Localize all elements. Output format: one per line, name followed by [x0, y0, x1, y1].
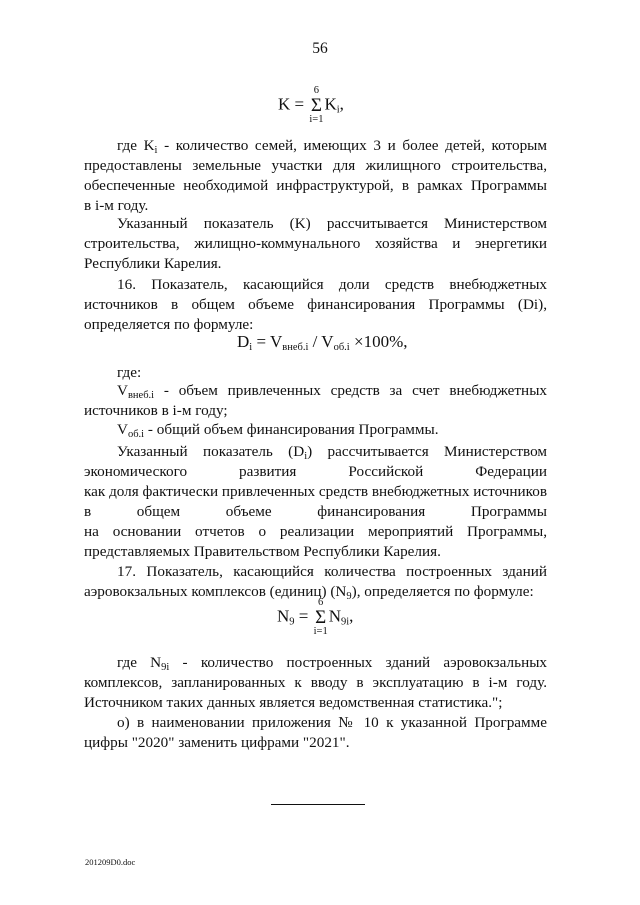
def-v-vneb-cont: источников в i-м году;	[84, 402, 228, 419]
item16-line2: источников в общем объеме финансирования Программы (Di),	[84, 296, 547, 313]
item-o-line2: цифры "2020" заменить цифрами "2021".	[84, 734, 350, 751]
closing-rule	[271, 804, 365, 805]
para2-line3: Республики Карелия.	[84, 255, 222, 272]
sigma-glyph: Σ	[310, 94, 322, 116]
para4-line3: Источником таких данных является ведомственная статистика.";	[84, 694, 503, 711]
item16-line1: 16. Показатель, касающийся доли средств внебюджетных	[117, 276, 547, 293]
page-number: 56	[312, 40, 328, 57]
para3-line1: Указанный показатель $(D_i)$ рассчитывается Министерством	[117, 443, 547, 462]
footer-filename: 201209D0.doc	[85, 857, 136, 867]
para3-line6: представляемых Правительством Республики Карелия.	[84, 543, 441, 560]
item16-line3: определяется по формуле:	[84, 316, 254, 333]
para3-line2: экономического развития Российской Федерации	[84, 463, 547, 480]
formula-k-sum: K = 6 Σ i=1 $K_i$,	[278, 85, 344, 125]
item-o-line1: о) в наименовании приложения № 10 к указанной Программе	[117, 714, 547, 731]
formula-n9-sum: $N_9$ = 6 Σ i=1 $N_{9i}$,	[277, 597, 354, 637]
def-v-ob: $V_{об.i}$ - общий объем финансирования Программы.	[117, 421, 439, 440]
para4-line2: комплексов, запланированных к вводу в эксплуатацию в i-м году.	[84, 674, 547, 691]
para1-line1: где $K_i$ - количество семей, имеющих 3 и более детей, которым	[117, 137, 547, 156]
para4-line1: где $N_{9i}$ - количество построенных зданий аэровокзальных	[117, 654, 547, 673]
sum-symbol: 6 Σ i=1	[313, 597, 328, 637]
para2-line1: Указанный показатель (K) рассчитывается Министерством	[117, 215, 547, 232]
sum-symbol: 6 Σ i=1	[309, 85, 324, 125]
para1-line3: обеспеченные необходимой инфраструктурой, в рамках Программы	[84, 177, 547, 194]
para3-line3: как доля фактически привлеченных средств внебюджетных источников	[84, 483, 547, 500]
para3-line4: в общем объеме финансирования Программы	[84, 503, 547, 520]
where-label: где:	[117, 364, 142, 381]
para1-line2: предоставлены земельные участки для жилищного строительства,	[84, 157, 547, 174]
para3-line5: на основании отчетов о реализации мероприятий Программы,	[84, 523, 547, 540]
para2-line2: строительства, жилищно-коммунального хозяйства и энергетики	[84, 235, 547, 252]
sigma-glyph: Σ	[315, 606, 327, 628]
para1-line4: в i-м году.	[84, 197, 149, 214]
formula-di: $D_i = V_{внеб.i} / V_{об.i} \times 100\%$,	[237, 332, 408, 353]
item17-line2: аэровокзальных комплексов (единиц) $(N_9)$, определяется по формуле:	[84, 583, 534, 602]
def-v-vneb: $V_{внеб.i}$ - объем привлеченных средств за счет внебюджетных	[117, 382, 547, 401]
item17-line1: 17. Показатель, касающийся количества построенных зданий	[117, 563, 547, 580]
